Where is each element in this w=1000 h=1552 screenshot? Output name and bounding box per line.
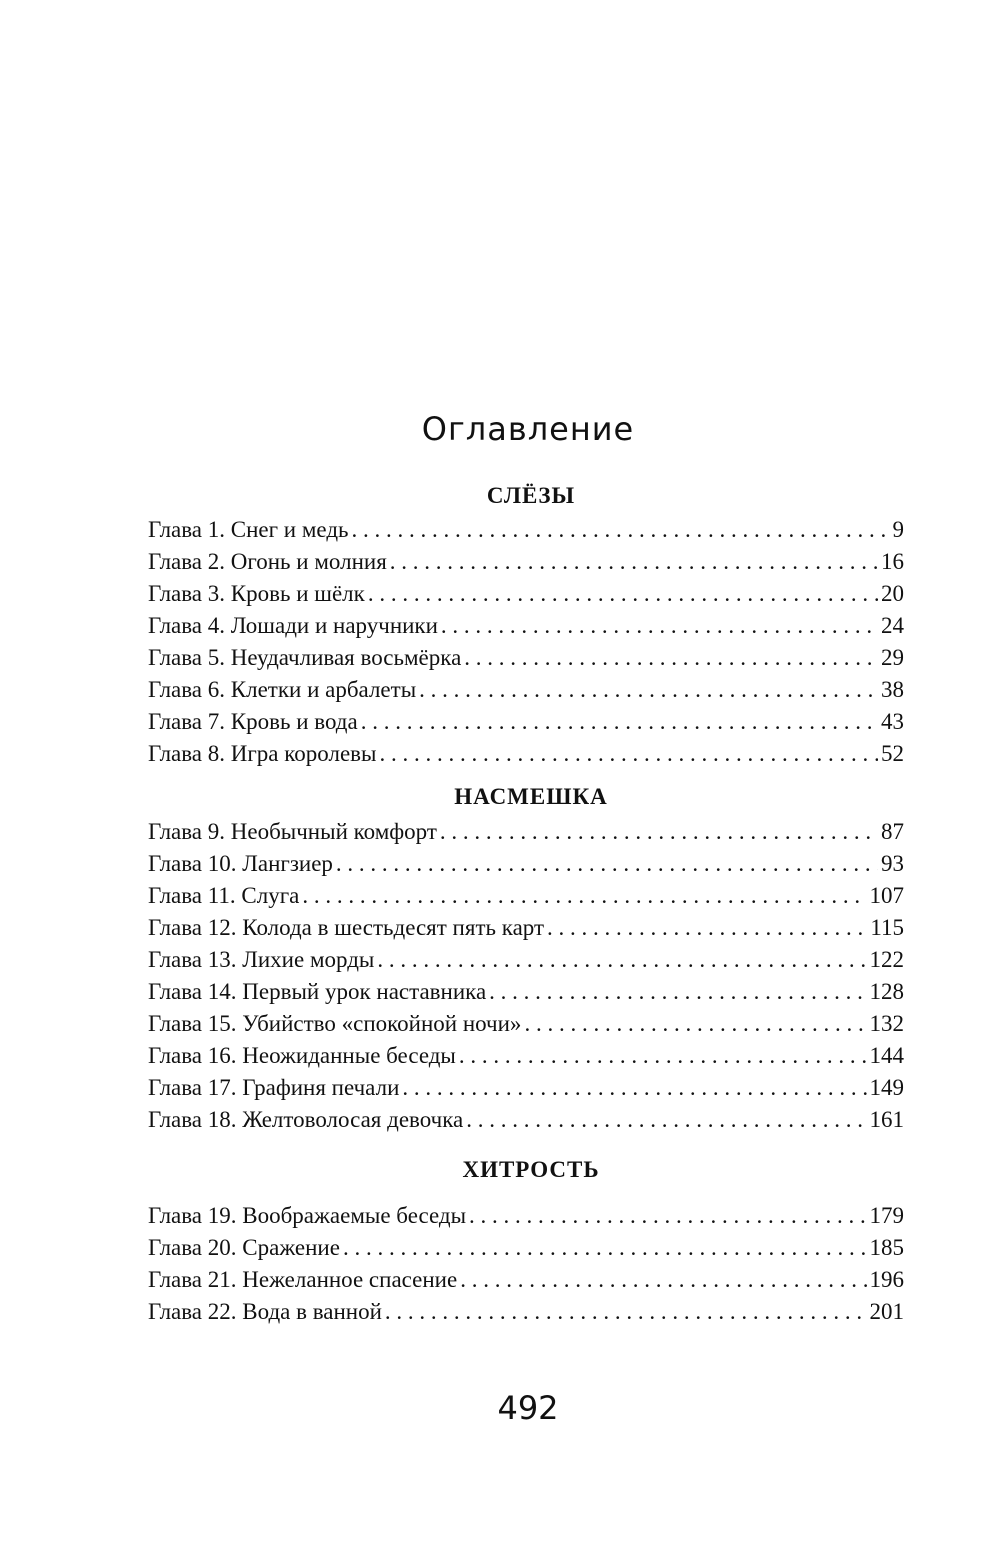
entry-page: 107 [869,883,904,908]
entry-page: 185 [869,1235,904,1260]
dot-leader [460,1264,866,1296]
dot-leader [459,1040,867,1072]
dot-leader [368,578,878,610]
entry-title: Глава 21. Нежеланное спасение [148,1267,458,1292]
dot-leader [361,706,878,738]
toc-entry [148,610,904,642]
entry-title: Глава 11. Слуга [148,883,300,908]
entry-page: 29 [881,645,904,670]
entry-title: Глава 3. Кровь и шёлк [148,581,365,606]
toc-entry [148,1264,904,1296]
toc-section-mockery [148,778,904,1136]
entry-title: Глава 19. Воображаемые беседы [148,1203,467,1228]
entry-title: Глава 10. Лангзиер [148,851,333,876]
dot-leader [302,880,866,912]
toc-entry [148,1200,904,1232]
toc-entry [148,1104,904,1136]
entry-page: 16 [881,549,904,574]
toc-entry [148,706,904,738]
entry-page: 179 [869,1203,904,1228]
section-heading: НАСМЕШКА [454,784,608,809]
toc-entry [148,546,904,578]
toc-entry [148,642,904,674]
toc-section-cunning [148,1150,904,1328]
section-heading: СЛЁЗЫ [486,483,576,508]
toc-entry [148,976,904,1008]
entry-title: Глава 17. Графиня печали [148,1075,400,1100]
entry-page: 43 [881,709,904,734]
entry-title: Глава 1. Снег и медь [148,517,349,542]
toc-entry [148,816,904,848]
entry-page: 122 [869,947,904,972]
toc-section-tears [148,478,904,770]
entry-title: Глава 22. Вода в ванной [148,1299,382,1324]
dot-leader [419,674,878,706]
dot-leader [547,912,867,944]
entry-title: Глава 18. Желтоволосая девочка [148,1107,464,1132]
dot-leader [489,976,866,1008]
entry-title: Глава 2. Огонь и молния [148,549,387,574]
entry-title: Глава 14. Первый урок наставника [148,979,487,1004]
entry-page: 128 [869,979,904,1004]
dot-leader [390,546,878,578]
dot-leader [524,1008,866,1040]
dot-leader [464,642,878,674]
entry-page: 115 [870,915,904,940]
page-number: 492 [497,1389,559,1427]
dot-leader [343,1232,867,1264]
toc-entry [148,848,904,880]
entry-page: 20 [881,581,904,606]
entry-title: Глава 16. Неожиданные беседы [148,1043,456,1068]
dot-leader [440,816,878,848]
toc-entry [148,912,904,944]
entry-title: Глава 5. Неудачливая восьмёрка [148,645,462,670]
toc-entry [148,1040,904,1072]
dot-leader [352,514,890,546]
dot-leader [379,738,878,770]
entry-page: 201 [869,1299,904,1324]
entry-page: 161 [869,1107,904,1132]
toc-entry [148,1008,904,1040]
section-heading: ХИТРОСТЬ [462,1157,600,1182]
dot-leader [466,1104,866,1136]
entry-page: 93 [881,851,904,876]
toc-entry [148,1072,904,1104]
entry-page: 196 [869,1267,904,1292]
entry-title: Глава 15. Убийство «спокойной ночи» [148,1011,522,1036]
toc-entry [148,944,904,976]
entry-title: Глава 20. Сражение [148,1235,340,1260]
dot-leader [336,848,878,880]
page-title: Оглавление [421,410,635,448]
toc-entry [148,1232,904,1264]
entry-page: 9 [892,517,904,542]
entry-page: 149 [869,1075,904,1100]
dot-leader [385,1296,867,1328]
entry-page: 144 [869,1043,904,1068]
entry-title: Глава 4. Лошади и наручники [148,613,438,638]
toc-entry [148,674,904,706]
entry-page: 87 [881,819,904,844]
entry-page: 38 [881,677,904,702]
entry-page: 52 [881,741,904,766]
entry-page: 24 [881,613,904,638]
toc-entry [148,1296,904,1328]
toc-entry [148,514,904,546]
toc-entry [148,578,904,610]
entry-title: Глава 8. Игра королевы [148,741,377,766]
dot-leader [469,1200,866,1232]
entry-title: Глава 13. Лихие морды [148,947,375,972]
toc-entry [148,880,904,912]
entry-page: 132 [869,1011,904,1036]
toc-entry [148,738,904,770]
entry-title: Глава 6. Клетки и арбалеты [148,677,417,702]
entry-title: Глава 9. Необычный комфорт [148,819,437,844]
dot-leader [441,610,878,642]
entry-title: Глава 12. Колода в шестьдесят пять карт [148,915,545,940]
dot-leader [377,944,866,976]
entry-title: Глава 7. Кровь и вода [148,709,358,734]
dot-leader [402,1072,866,1104]
